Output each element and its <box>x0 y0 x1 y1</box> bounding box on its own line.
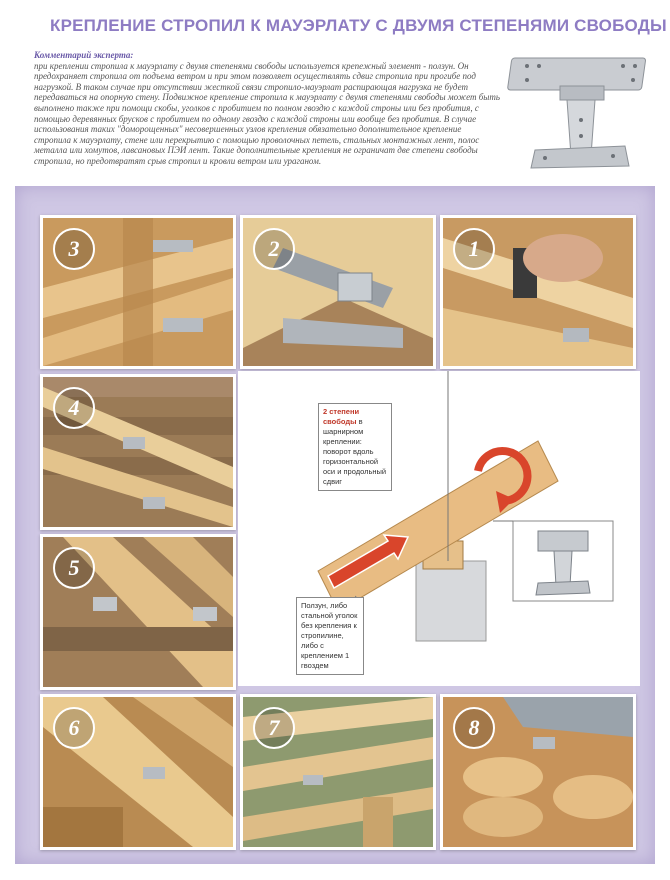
rafter-diagram <box>238 371 640 686</box>
slider-bracket-image <box>505 50 655 170</box>
photo-7 <box>240 694 436 850</box>
slider-label <box>296 597 364 675</box>
photo-number: 5 <box>53 547 95 589</box>
title-bar <box>0 0 670 44</box>
expert-comment <box>34 50 500 167</box>
photo-number: 3 <box>53 228 95 270</box>
comment-heading: Комментарий эксперта: <box>34 50 134 60</box>
degrees-label-title: 2 степени свободы <box>323 407 360 426</box>
photo-8 <box>440 694 636 850</box>
page-title: КРЕПЛЕНИЕ СТРОПИЛ К МАУЭРЛАТУ С ДВУМЯ СТЕПЕНЯМИ СВОБОДЫ <box>50 16 667 35</box>
photo-3 <box>40 215 236 369</box>
photo-number: 6 <box>53 707 95 749</box>
photo-2 <box>240 215 436 369</box>
photo-1 <box>440 215 636 369</box>
photo-6 <box>40 694 236 850</box>
degrees-label-text: в шарнирном креплении: поворот вдоль горизонтальной оси и продольный сдвиг <box>323 417 387 486</box>
photo-number: 7 <box>253 707 295 749</box>
photo-number: 8 <box>453 707 495 749</box>
comment-text: при креплении стропила к мауэрлату с двумя степенями свободы используется крепежный элемент - ползун. Он предохраняет стропила от подъема ветром и при этом позволяет осуществлять сдвиг стропила при прогибе под нагрузкой. В таком случае при отсутствии жесткой связи стропило-мауэрлат распирающая нагрузка не будет передаваться на опорную стену. Подвижное крепление стропила к мауэрлату с двумя степенями свободы может быть выполнено также при помощи скобы, уголков с пробитием по полном гвоздю с каждой строны или без пробития, с помощью деревянных брусков с пробитием по одному гвоздю с каждой строны или вообще без пробития. В случае использования таких "доморощенных" несовершенных узлов крепления обязательно дополнительное крепление стропила к мауэрлату, стене или перекрытию с помощью проволочных петель, стальных монтажных лент, полос металла или хомутов, лавсановых ПЭИ лент. Такие дополнительные крепления не ограничат две степени свободы стропила, но предотвратят срыв стропил и кровли ветром или ураганом. <box>34 60 500 166</box>
degrees-of-freedom-label <box>318 403 392 491</box>
photo-number: 1 <box>453 228 495 270</box>
photo-number: 2 <box>253 228 295 270</box>
photo-5 <box>40 534 236 690</box>
photo-number: 4 <box>53 387 95 429</box>
photo-4 <box>40 374 236 530</box>
slider-label-text: Ползун, либо стальной уголок без крепления к стропилине, либо с креплением 1 гвоздем <box>301 601 358 670</box>
